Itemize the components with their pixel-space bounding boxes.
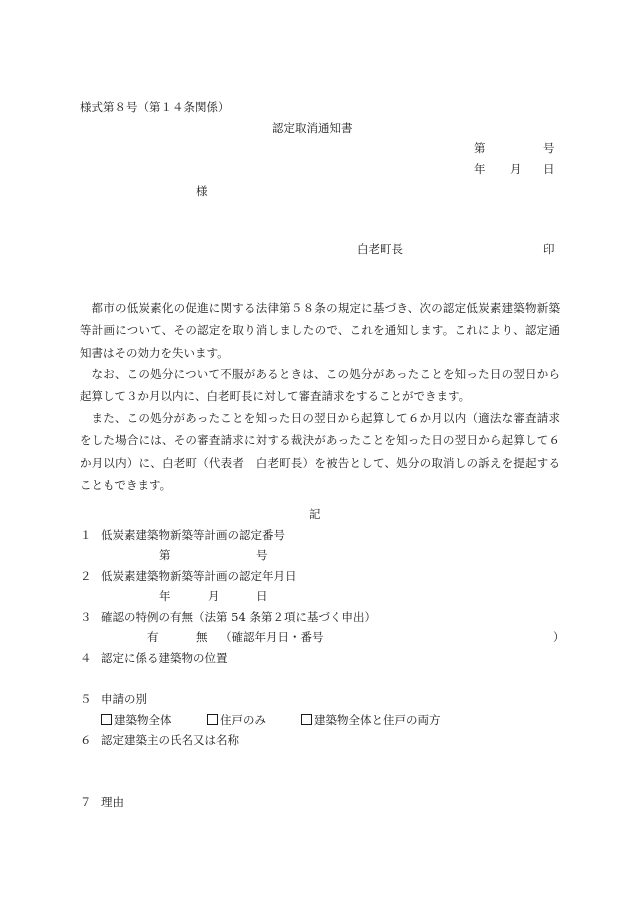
- date-month: 月: [510, 162, 522, 176]
- item-2-month: 月: [208, 589, 220, 603]
- form-number: 様式第８号（第１４条関係）: [80, 100, 230, 114]
- paragraph-1: 都市の低炭素化の促進に関する法律第５８条の規定に基づき、次の認定低炭素建築物新築等計画について、その認定を取り消しましたので、これを通知します。これにより、認定通知書はその効力を失います。: [80, 301, 560, 360]
- item-7-label: 理由: [101, 795, 124, 809]
- item-4-number: ４: [80, 651, 92, 665]
- doc-number-suffix: 号: [543, 141, 555, 155]
- item-1-number-suffix: 号: [256, 548, 268, 562]
- item-2-label: 低炭素建築物新築等計画の認定年月日: [101, 569, 297, 583]
- issuer-name: 白老町長: [357, 242, 403, 256]
- item-3-no: 無: [196, 630, 208, 644]
- paragraph-3: また、この処分があったことを知った日の翌日から起算して６か月以内（適法な審査請求をした場合には、その審査請求に対する裁決があったことを知った日の翌日から起算して６か月以内）に、白老町（代表者 白老町長）を被告として、処分の取消しの訴えを提起することもできます。: [80, 411, 560, 492]
- item-2-year: 年: [159, 589, 171, 603]
- item-3-close-paren: ）: [553, 630, 565, 644]
- option-dwelling-only[interactable]: [207, 714, 266, 727]
- checkbox-icon: [301, 714, 312, 725]
- item-1-number-prefix: 第: [159, 548, 171, 562]
- checkbox-icon: [207, 714, 218, 725]
- paragraph-2: なお、この処分について不服があるときは、この処分があったことを知った日の翌日から起算して３か月以内に、白老町長に対して審査請求をすることができます。: [80, 367, 560, 404]
- item-6-label: 認定建築主の氏名又は名称: [101, 733, 239, 747]
- option-label: 建築物全体と住戸の両方: [314, 713, 441, 727]
- option-both[interactable]: [301, 714, 441, 727]
- date-year: 年: [474, 162, 486, 176]
- item-3-yes: 有: [147, 630, 159, 644]
- option-label: 住戸のみ: [220, 713, 266, 727]
- item-5-number: ５: [80, 692, 92, 706]
- option-label: 建築物全体: [114, 713, 172, 727]
- seal-mark: 印: [543, 242, 555, 256]
- date-day: 日: [543, 162, 555, 176]
- item-3-number: ３: [80, 610, 92, 624]
- ki-heading: 記: [309, 507, 321, 521]
- item-7-number: ７: [80, 795, 92, 809]
- recipient-suffix: 様: [196, 184, 208, 198]
- item-1-label: 低炭素建築物新築等計画の認定番号: [101, 528, 285, 542]
- item-3-label: 確認の特例の有無（法第 54 条第２項に基づく申出）: [101, 610, 376, 624]
- item-5-label: 申請の別: [101, 692, 147, 706]
- item-3-detail: （確認年月日・番号: [220, 630, 324, 644]
- item-1-number: １: [80, 528, 92, 542]
- option-building-whole[interactable]: [101, 714, 172, 727]
- document-title: 認定取消通知書: [272, 121, 353, 135]
- doc-number-prefix: 第: [474, 141, 486, 155]
- checkbox-icon: [101, 714, 112, 725]
- item-2-number: ２: [80, 569, 92, 583]
- item-2-day: 日: [256, 589, 268, 603]
- item-4-label: 認定に係る建築物の位置: [101, 651, 228, 665]
- item-6-number: ６: [80, 733, 92, 747]
